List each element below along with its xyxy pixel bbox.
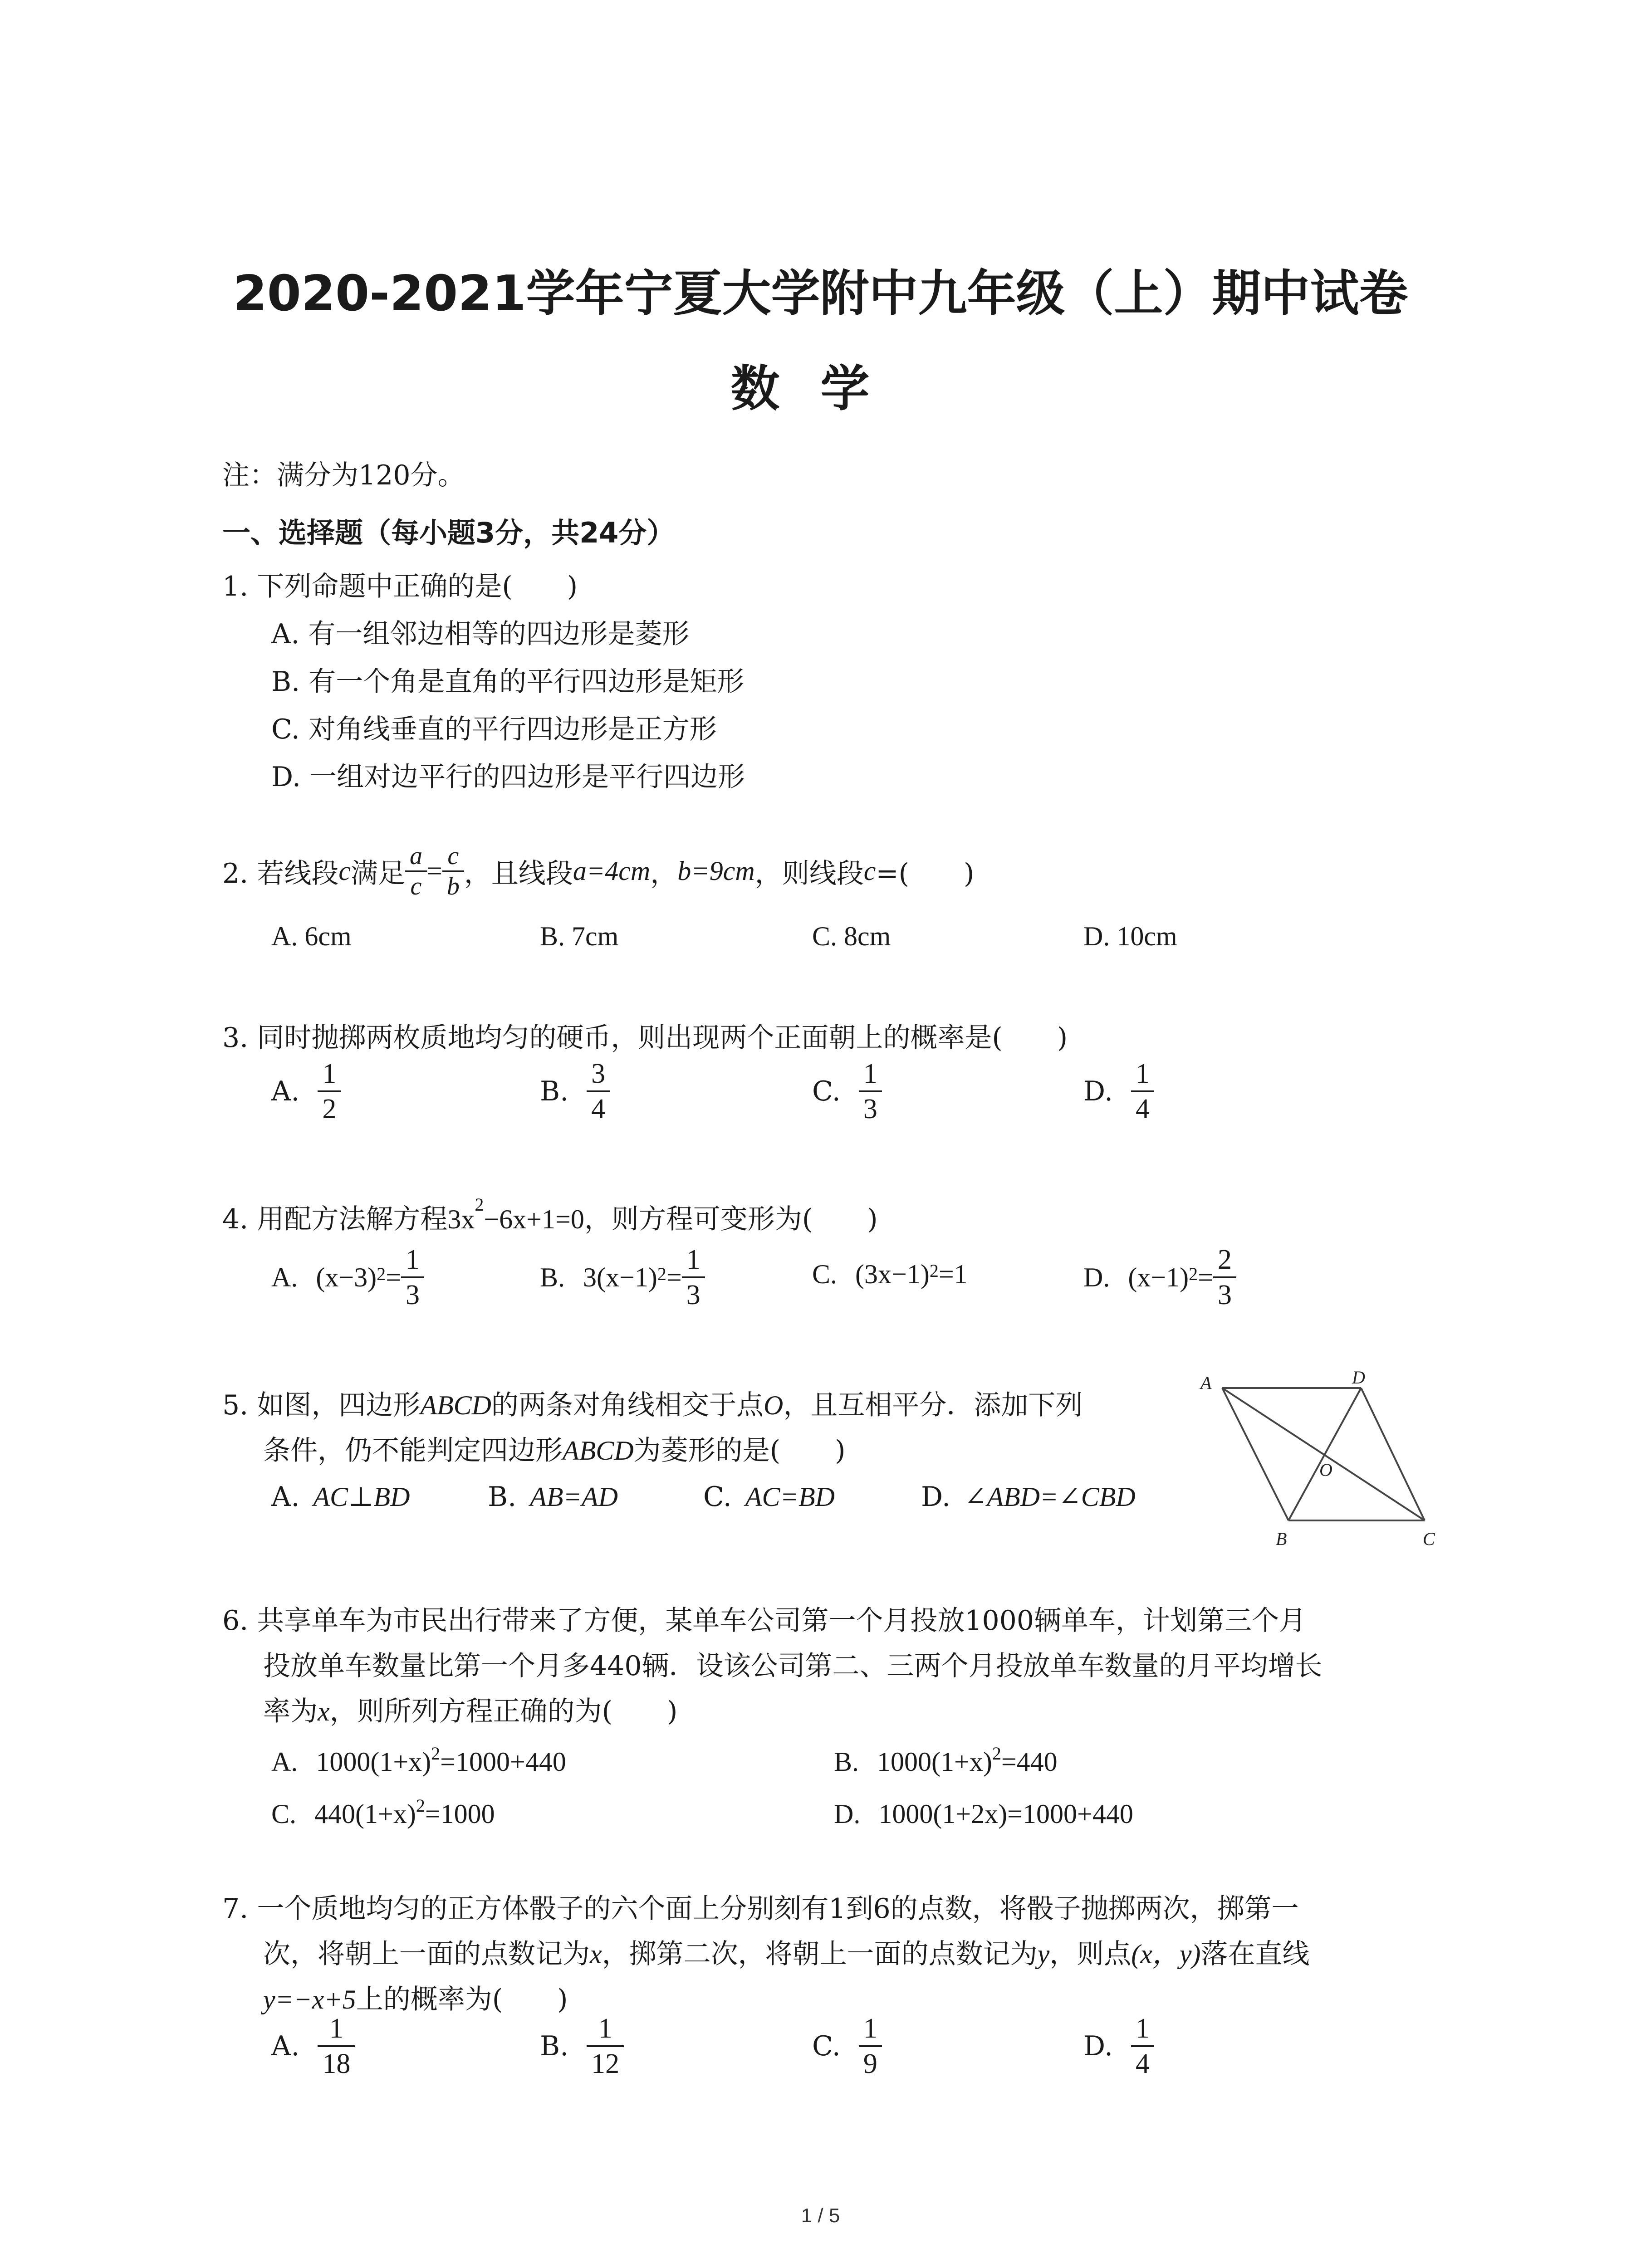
fraction: $\frac{1}{3}$ [859, 1057, 882, 1126]
fraction: $\frac{1}{3}$ [401, 1243, 424, 1312]
option-a: A. 6cm [271, 921, 352, 951]
stem-text: 2. 若线段 [222, 857, 339, 890]
stem-text: ，则线段 [754, 857, 864, 890]
fraction: $\frac{1}{12}$ [587, 2012, 624, 2081]
option-d: D. (x−1) $^2$ = $\frac{2}{3}$ [1083, 1243, 1236, 1312]
rhombus-figure [1198, 1365, 1452, 1556]
vertex-label-c: C [1423, 1529, 1435, 1549]
question-stem-line-3: 率为x，则所列方程正确的为( ) [263, 1696, 678, 1727]
option-b: B. AB=AD [488, 1481, 618, 1513]
vertex-label-b: B [1276, 1529, 1287, 1549]
option-b: B. $\frac{3}{4}$ [540, 1057, 610, 1126]
stem-text: ， [650, 857, 678, 890]
question-stem-line-2: 条件，仍不能判定四边形ABCD为菱形的是( ) [263, 1435, 846, 1466]
option-a: A. $\frac{1}{2}$ [271, 1057, 341, 1126]
diagonal-ac [1222, 1388, 1425, 1520]
question-stem-line-3: y=−x+5上的概率为( ) [263, 1984, 568, 2015]
option-c: C. $\frac{1}{9}$ [812, 2012, 882, 2081]
option-d: D. 一组对边平行的四边形是平行四边形 [271, 761, 745, 793]
option-c: C. AC=BD [703, 1481, 835, 1513]
question-stem: 4. 用配方法解方程$3x^2-6x+1=0$，则方程可变形为( ) [222, 1194, 878, 1235]
fraction-a-over-c: $\frac{a}{c}$ [405, 841, 427, 901]
section-heading: 一、选择题（每小题3分，共24分） [222, 516, 675, 549]
diagonal-bd [1288, 1388, 1361, 1520]
subject-title: 数学 [730, 361, 911, 417]
option-d: D. 10cm [1083, 921, 1177, 951]
question-stem: 3. 同时抛掷两枚质地均匀的硬币，则出现两个正面朝上的概率是( ) [222, 1022, 1068, 1054]
fraction: $\frac{2}{3}$ [1213, 1243, 1236, 1312]
option-d: D. $\frac{1}{4}$ [1083, 2012, 1154, 2081]
value-a: a=4cm [573, 856, 651, 886]
question-stem-line-2: 投放单车数量比第一个月多440辆．设该公司第二、三两个月投放单车数量的月平均增长 [263, 1650, 1323, 1682]
option-b: B. 7cm [540, 921, 619, 951]
option-b: B. 3(x−1) $^2$ = $\frac{1}{3}$ [540, 1243, 705, 1312]
variable-c: c [863, 856, 876, 886]
fraction: $\frac{1}{4}$ [1131, 2012, 1154, 2081]
fraction: $\frac{1}{3}$ [682, 1243, 705, 1312]
option-a: A. $1000(1+x)^2=1000+440$ [271, 1743, 566, 1777]
option-c: C. $\frac{1}{3}$ [812, 1057, 882, 1126]
center-label-o: O [1319, 1460, 1332, 1480]
page-title: 2020-2021学年宁夏大学附中九年级（上）期中试卷 [233, 265, 1408, 322]
fraction: $\frac{1}{2}$ [318, 1057, 341, 1126]
question-stem-line-1: 7. 一个质地均匀的正方体骰子的六个面上分别刻有1到6的点数，将骰子抛掷两次，掷第一 [222, 1893, 1299, 1925]
option-c: C. 8cm [812, 921, 891, 951]
vertex-label-a: A [1200, 1373, 1212, 1393]
option-a: A. 有一组邻边相等的四边形是菱形 [271, 618, 690, 650]
score-note: 注：满分为120分。 [222, 459, 465, 491]
stem-text: =( ) [876, 857, 975, 890]
fraction: $\frac{1}{9}$ [859, 2012, 882, 2081]
stem-text: 满足 [350, 857, 405, 890]
equals-sign: = [426, 856, 442, 886]
option-b: B. $1000(1+x)^2=440$ [834, 1743, 1058, 1777]
option-d: D. ∠ABD=∠CBD [921, 1481, 1136, 1513]
option-b: B. $\frac{1}{12}$ [540, 2012, 624, 2081]
question-stem-line-2: 次，将朝上一面的点数记为x，掷第二次，将朝上一面的点数记为y，则点(x，y)落在直线 [263, 1938, 1310, 1970]
option-a: A. AC⊥BD [271, 1481, 410, 1513]
fraction-c-over-b: $\frac{c}{b}$ [442, 841, 464, 901]
edge-ba [1222, 1388, 1288, 1520]
option-c: C. 对角线垂直的平行四边形是正方形 [271, 714, 717, 745]
option-c: C. $440(1+x)^2=1000$ [271, 1795, 495, 1829]
option-a: A. (x−3) $^2$ = $\frac{1}{3}$ [271, 1243, 424, 1312]
option-d: D. $\frac{1}{4}$ [1083, 1057, 1154, 1126]
option-b: B. 有一个角是直角的平行四边形是矩形 [271, 666, 745, 698]
variable-c: c [338, 856, 351, 886]
option-c: C. (3x−1) $^2$ =1 [812, 1259, 968, 1289]
vertex-label-d: D [1352, 1367, 1365, 1388]
option-d: D. 1000(1+2x)=1000+440 [834, 1799, 1133, 1829]
question-stem-line-1: 6. 共享单车为市民出行带来了方便，某单车公司第一个月投放1000辆单车，计划第三个月 [222, 1605, 1307, 1637]
fraction: $\frac{1}{4}$ [1131, 1057, 1154, 1126]
fraction: $\frac{3}{4}$ [587, 1057, 610, 1126]
question-stem-line-1: 5. 如图，四边形ABCD的两条对角线相交于点O，且互相平分．添加下列 [222, 1389, 1083, 1421]
value-b: b=9cm [677, 856, 755, 886]
stem-text: ，且线段 [464, 857, 573, 890]
question-stem [222, 841, 974, 901]
fraction: $\frac{1}{18}$ [318, 2012, 355, 2081]
page-number: 1 / 5 [801, 2204, 840, 2227]
option-a: A. $\frac{1}{18}$ [271, 2012, 355, 2081]
question-stem: 1. 下列命题中正确的是( ) [222, 571, 578, 602]
